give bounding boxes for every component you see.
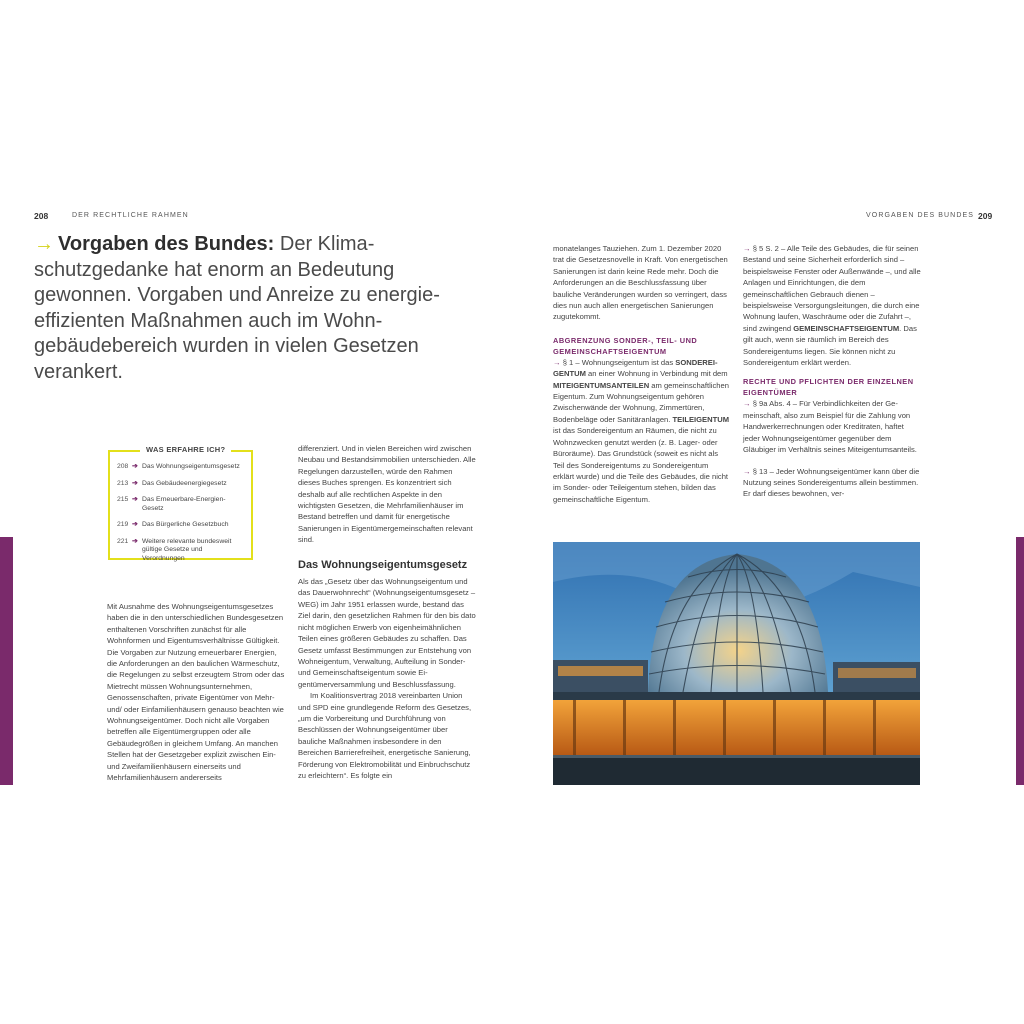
chapter-intro (34, 232, 454, 385)
topic-label: Das Bürgerliche Gesetzbuch (142, 521, 229, 528)
arrow-right-icon: → (553, 357, 561, 367)
arrow-right-icon: → (743, 244, 751, 253)
info-box-title: WAS ERFAHRE ICH? (140, 445, 231, 454)
text-run: . Das gilt auch, wenn sie räumlich im Bereich des Sondereigentums liegen. Sie können nicht zu Sondereigentum erklärt werden. (743, 323, 917, 368)
term-bold: GEMEINSCHAFTSEIGENTUM (793, 323, 900, 333)
subsection-heading: ABGRENZUNG SONDER-, TEIL- UND GEMEINSCHAFTSEIGENTUM (553, 335, 698, 356)
page-ref: 208 (117, 463, 129, 470)
headline-text: Der Klimaschutzgedanke hat enorm an Bedeutung gewonnen. Vorgaben und Anreize zu energieeffizienten Maßnahmen auch im Wohngebäudebereich wurden in vielen Gesetzen verankert. (34, 233, 440, 383)
page-number-right: 209 (978, 211, 993, 221)
topic-label: Weitere relevante bundesweit gültige Gesetze und Verordnungen (142, 537, 232, 562)
body-paragraph: Als das „Gesetz über das Wohnungseigentum und das Dauerwohnrecht“ (Wohnungseigentumsgesetz – WEG) im Jahr 1951 erlassen wurde, bestand das Ziel darin, den gesetzlichen Rahmen für den bis dato nicht möglichen Erwerb von eigenheimähnlichen Teilen eines größeren Gebäudes zu schaffen. Das Gesetz umfasst Bestimmungen zur Entstehung von Wohneigentum, Verwaltung, Aufteilung in Sonder- und Gemeinschaftseigentum sowie Eigentümerversammlung und Beschlussfassung. (298, 577, 476, 689)
text-run: an einer Wohnung in Verbindung mit dem (585, 369, 728, 379)
text-run: § 9a Abs. 4 – Für Verbindlichkeiten der Gemeinschaft, also zum Beispiel für die Zahlung von Handwerkerrechnungen oder Kreditraten, haftet jeder Wohnungseigentümer gegenüber dem Gläubiger im Verhältnis seines Miteigentumsanteils. (743, 399, 917, 455)
running-header-right: VORGABEN DES BUNDES (866, 212, 975, 219)
text-run: am gemeinschaftlichen Eigentum. Zum Wohnungseigentum gehören Zwischenwände der Wohnung, Zimmertüren, Bodenbeläge oder Sanitäranlagen. (553, 380, 729, 424)
text-run: § 5 S. 2 – Alle Teile des Gebäudes, die für seinen Bestand und seine Sicherheit erforderlich sind – beispielsweise Fenster oder Außenwände –, und alle Anlagen und Einrichtungen, die dem gemeinschaftlichen Gebrauch dienen – beispielsweise Versorgungsleitungen, die durch eine Wohnung laufen, Waschräume oder die Zufahrt –, sind zwingend (743, 244, 921, 333)
page-ref: 219 (117, 521, 129, 528)
body-paragraph: Mit Ausnahme des Wohnungseigentumsgesetzes haben die in den unterschiedlichen Bundesgesetzen enthaltenen Vorschriften zunächst für alle Wohnformen und Eigentumsverhältnisse Gültigkeit. Die Vorgaben zur Nutzung erneuerbarer Energien, die Anforderungen an den baulichen Wärmeschutz, die Regelungen zu selbst erzeugtem Strom oder das Mietrecht müssen Wohnungsunternehmen, Genossenschaften, private Eigentümer von Mehr- und/ oder Einfamilienhäusern genauso beachten wie Wohnungseigentümer. Doch nicht alle Vorgaben betreffen alle Eigentümergruppen oder alle Gebäudegrößen in gleichem Umfang. An manchen Stellen hat der Gesetzgeber explizit zwischen Ein- und Zweifamilienhäusern einerseits und Mehrfamilienhäusern andererseits (107, 602, 285, 783)
body-paragraph: Im Koalitionsvertrag 2018 vereinbarten Union und SPD eine grundlegende Reform des Gesetzes, „um die Vorbereitung und Durchführung von Beschlüssen der Wohnungseigentümer über bauliche Maßnahmen insbesondere in den Bereichen Barrierefreiheit, energetische Sanierung, Förderung von Elektromobilität und Einbruchschutz zu erleichtern“. Es folgte ein (298, 691, 472, 780)
text-run: § 1 – Wohnungseigentum ist das (560, 357, 676, 367)
arrow-right-icon: → (743, 399, 751, 409)
reichstag-dome-photo (553, 542, 920, 785)
subsection-heading: RECHTE UND PFLICHTEN DER EINZELNEN EIGENTÜMER (743, 377, 914, 398)
body-paragraph (553, 357, 731, 505)
body-column-2 (298, 443, 476, 781)
left-edge-marker (0, 537, 13, 785)
arrow-right-icon: ➔ (132, 463, 138, 470)
page-ref: 215 (117, 496, 129, 503)
list-item (117, 521, 247, 530)
page-ref: 213 (117, 479, 129, 487)
list-item (117, 480, 247, 489)
term-bold: SONDEREIGENTUM (553, 357, 718, 379)
body-paragraph (743, 466, 921, 500)
body-paragraph: monatelanges Tauziehen. Zum 1. Dezember 2020 trat die Gesetzesnovelle in Kraft. Von energetischen Sanierungen ist darin keine Rede mehr. Doch die Anforderungen an die Beschlussfassung über bauliche Veränderungen wurden so verringert, dass dies nun auch allen energetischen Sanierungen zugutekommt. (553, 244, 728, 322)
page-ref: 221 (117, 537, 129, 545)
arrow-right-icon: ➔ (132, 496, 138, 503)
body-paragraph (743, 243, 921, 368)
body-paragraph (743, 398, 921, 455)
arrow-right-icon: ➔ (132, 537, 138, 545)
term-bold: MITEIGENTUMSANTEILEN (553, 380, 650, 390)
body-column-4 (743, 243, 921, 500)
arrow-right-icon: ➔ (132, 521, 138, 528)
topic-label: Das Wohnungseigentumsgesetz (142, 463, 240, 470)
body-column-1 (107, 601, 286, 784)
info-box (108, 445, 253, 562)
list-item (117, 463, 247, 472)
headline-bold: Vorgaben des Bundes: (58, 233, 275, 255)
text-run: § 13 – Jeder Wohnungseigentümer kann über die Nutzung seines Sondereigentums allein bestimmen. Er darf dieses bewohnen, ver- (743, 466, 920, 499)
right-edge-marker (1016, 537, 1024, 785)
list-item (117, 538, 247, 564)
arrow-right-icon: → (743, 466, 751, 476)
running-header-left: DER RECHTLICHE RAHMEN (72, 212, 189, 219)
topic-label: Das Gebäudeenergiegesetz (142, 479, 227, 487)
arrow-right-icon: → (34, 233, 54, 255)
page-number-left: 208 (34, 211, 49, 221)
topic-label: Das Erneuerbare-Energien-Gesetz (142, 496, 226, 512)
term-bold: TEILEIGENTUM (672, 414, 730, 424)
list-item (117, 496, 247, 513)
arrow-right-icon: ➔ (132, 479, 138, 487)
section-heading: Das Wohnungseigentumsgesetz (298, 558, 468, 571)
text-run: ist das Sondereigentum an Räumen, die nicht zu Wohnzwecken genutzt werden (z. B. Lager- oder Büroräume). Das Grundstück (soweit es nicht als Teil des Sondereigentums zu Sondereigentum erklärt wurde) und die Teile des Gebäudes, die nicht im Sonder- oder Teileigentum stehen, bilden das gemeinschaftliche Eigentum. (553, 426, 729, 504)
body-paragraph: differenziert. Und in vielen Bereichen wird zwischen Neubau und Bestandsimmobilien unterschieden. Alle Regelungen darzustellen, würde den Rahmen dieses Buches sprengen. Es konzentriert sich deshalb auf alle rechtlichen Aspekte in den wichtigsten Gesetzen, die Mehrfamilienhäuser im Bestand betreffen und damit für energetische Sanierungen in Eigentümergemeinschaften relevant sind. (298, 444, 476, 545)
body-column-3 (553, 243, 731, 505)
